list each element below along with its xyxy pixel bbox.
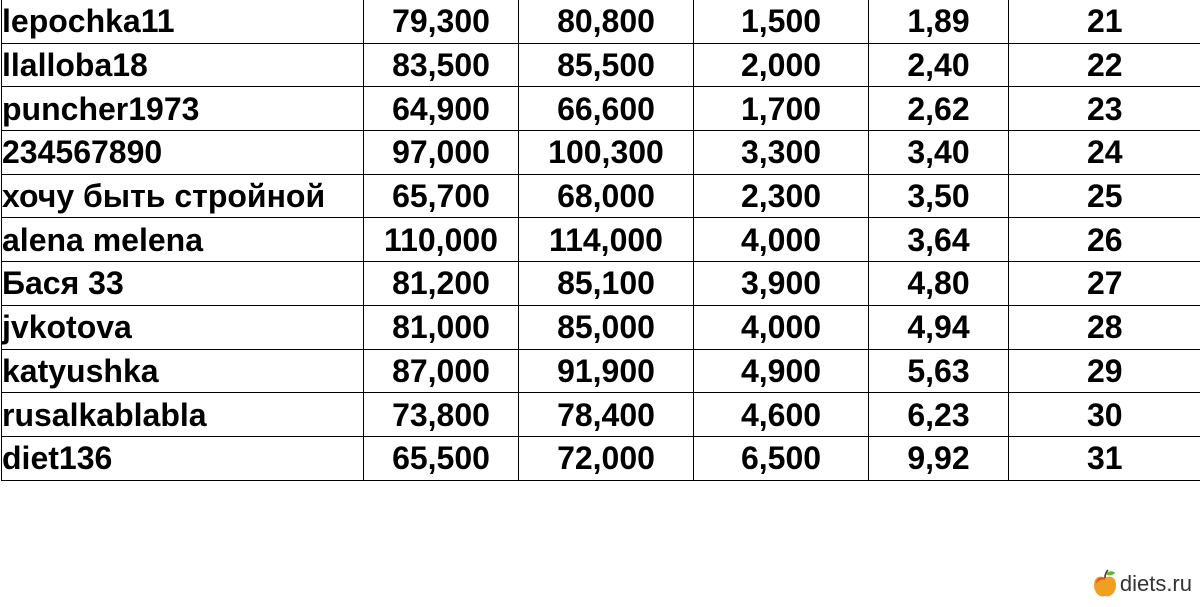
start-weight-cell: 73,800 [364, 393, 519, 437]
percent-cell: 3,64 [869, 218, 1009, 262]
table-row [2, 218, 1200, 262]
start-weight-cell: 110,000 [364, 218, 519, 262]
difference-cell: 4,600 [694, 393, 869, 437]
current-weight-cell: 85,000 [519, 305, 694, 349]
current-weight-cell: 72,000 [519, 436, 694, 480]
rank-cell: 31 [1009, 436, 1200, 480]
rank-cell: 29 [1009, 349, 1200, 393]
participant-name-cell: 234567890 [2, 131, 364, 175]
watermark-text: diets.ru [1119, 571, 1192, 596]
rank-cell: 22 [1009, 43, 1200, 87]
percent-cell: 5,63 [869, 349, 1009, 393]
rank-cell: 24 [1009, 131, 1200, 175]
participant-name-cell: katyushka [2, 349, 364, 393]
difference-cell: 3,300 [694, 131, 869, 175]
rank-cell: 26 [1009, 218, 1200, 262]
percent-cell: 4,94 [869, 305, 1009, 349]
start-weight-cell: 65,500 [364, 436, 519, 480]
current-weight-cell: 85,500 [519, 43, 694, 87]
table-row [2, 174, 1200, 218]
table-row [2, 349, 1200, 393]
percent-cell: 3,40 [869, 131, 1009, 175]
difference-cell: 2,300 [694, 174, 869, 218]
table-row [2, 0, 1200, 43]
participant-name-cell: diet136 [2, 436, 364, 480]
start-weight-cell: 87,000 [364, 349, 519, 393]
difference-cell: 2,000 [694, 43, 869, 87]
current-weight-cell: 114,000 [519, 218, 694, 262]
percent-cell: 2,62 [869, 87, 1009, 131]
current-weight-cell: 78,400 [519, 393, 694, 437]
current-weight-cell: 100,300 [519, 131, 694, 175]
participant-name-cell: rusalkablabla [2, 393, 364, 437]
table-row [2, 262, 1200, 306]
rank-cell: 28 [1009, 305, 1200, 349]
results-table-body [2, 0, 1200, 480]
difference-cell: 6,500 [694, 436, 869, 480]
percent-cell: 1,89 [869, 0, 1009, 43]
start-weight-cell: 79,300 [364, 0, 519, 43]
start-weight-cell: 81,000 [364, 305, 519, 349]
participant-name-cell: alena melena [2, 218, 364, 262]
start-weight-cell: 64,900 [364, 87, 519, 131]
start-weight-cell: 65,700 [364, 174, 519, 218]
results-table [1, 0, 1200, 481]
table-row [2, 87, 1200, 131]
site-watermark [1092, 567, 1192, 601]
table-row [2, 436, 1200, 480]
difference-cell: 4,900 [694, 349, 869, 393]
current-weight-cell: 80,800 [519, 0, 694, 43]
rank-cell: 23 [1009, 87, 1200, 131]
percent-cell: 3,50 [869, 174, 1009, 218]
participant-name-cell: Бася 33 [2, 262, 364, 306]
participant-name-cell: хочу быть стройной [2, 174, 364, 218]
percent-cell: 2,40 [869, 43, 1009, 87]
percent-cell: 6,23 [869, 393, 1009, 437]
table-row [2, 131, 1200, 175]
difference-cell: 4,000 [694, 218, 869, 262]
current-weight-cell: 66,600 [519, 87, 694, 131]
current-weight-cell: 85,100 [519, 262, 694, 306]
table-row [2, 393, 1200, 437]
apple-icon [1092, 569, 1118, 599]
difference-cell: 1,500 [694, 0, 869, 43]
difference-cell: 4,000 [694, 305, 869, 349]
table-row [2, 305, 1200, 349]
rank-cell: 30 [1009, 393, 1200, 437]
percent-cell: 4,80 [869, 262, 1009, 306]
current-weight-cell: 91,900 [519, 349, 694, 393]
current-weight-cell: 68,000 [519, 174, 694, 218]
rank-cell: 27 [1009, 262, 1200, 306]
difference-cell: 1,700 [694, 87, 869, 131]
start-weight-cell: 81,200 [364, 262, 519, 306]
percent-cell: 9,92 [869, 436, 1009, 480]
rank-cell: 21 [1009, 0, 1200, 43]
participant-name-cell: puncher1973 [2, 87, 364, 131]
participant-name-cell: jvkotova [2, 305, 364, 349]
participant-name-cell: lepochka11 [2, 0, 364, 43]
table-row [2, 43, 1200, 87]
start-weight-cell: 97,000 [364, 131, 519, 175]
start-weight-cell: 83,500 [364, 43, 519, 87]
participant-name-cell: llalloba18 [2, 43, 364, 87]
rank-cell: 25 [1009, 174, 1200, 218]
difference-cell: 3,900 [694, 262, 869, 306]
